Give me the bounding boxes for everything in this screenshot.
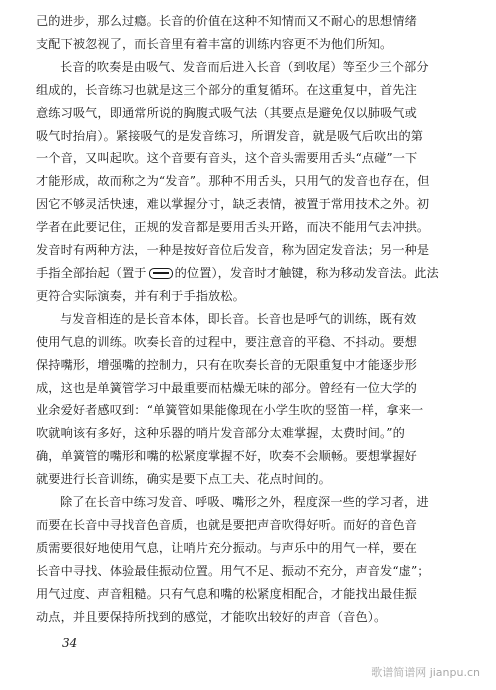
text-line: 动点，并且要保持所找到的感觉，才能吹出较好的声音（音色）。	[36, 609, 387, 624]
text-line: 除了在长音中练习发音、呼吸、嘴形之外，程度深一些的学习者，进	[60, 495, 429, 510]
document-page	[36, 10, 468, 628]
fingering-symbol-icon	[149, 268, 173, 279]
text-line: 用气过度、声音粗糙。只有气息和嘴的松紧度相配合，才能找出最佳振	[36, 586, 417, 601]
text-line: 才能形成，故而称之为“发音”。那种不用舌头，只用气的发音也存在，但	[36, 174, 430, 189]
text-fragment: 手指全部抬起（置于	[36, 265, 147, 280]
text-line: 与发音相连的是长音本体，即长音。长音也是呼气的训练，既有效	[60, 311, 417, 326]
text-line: 保持嘴形，增强嘴的控制力，只有在吹奏长音的无限重复中才能逐步形	[36, 357, 417, 372]
text-line: 一个音，又叫起吹。这个音要有音头，这个音头需要用舌头“点碰”一下	[36, 151, 418, 166]
text-line: 支配下被忽视了，而长音里有着丰富的训练内容更不为他们所知。	[36, 36, 393, 51]
text-line: 意练习吸气，即通常所说的胸腹式吸气法（其要点是避免仅以肺吸气或	[36, 105, 417, 120]
text-line: 吹就响该有多好，这种乐器的哨片发音部分太难掌握，太费时间。”的	[36, 426, 405, 441]
text-line: 成，这也是单簧管学习中最重要而枯燥无味的部分。曾经有一位大学的	[36, 380, 417, 395]
text-line: 己的进步，那么过瘾。长音的价值在这种不知情而又不耐心的思想情绪	[36, 14, 417, 28]
text-line: 更符合实际演奏，并有利于手指放松。	[36, 288, 245, 303]
text-line: 业余爱好者感叹到：“单簧管如果能像现在小学生吹的竖笛一样，拿来一	[36, 403, 424, 418]
text-line: 发音时有两种方法，一种是按好音位后发音，称为固定发音法；另一种是	[36, 243, 430, 258]
text-line: 吸气时抬肩）。紧接吸气的是发音练习，所谓发音，就是吸气后吹出的第	[36, 128, 424, 143]
paragraph-4	[36, 491, 468, 628]
text-line: 确，单簧管的嘴形和嘴的松紧度掌握不好，吹奏不会顺畅。要想掌握好	[36, 449, 417, 464]
text-line: 就要进行长音训练，确实是要下点工夫、花点时间的。	[36, 472, 331, 487]
page-number: 34	[62, 636, 78, 650]
text-line: 因它不够灵活快速，难以掌握分寸，缺乏表情，被置于常用技术之外。初	[36, 197, 430, 212]
paragraph-1	[36, 10, 468, 56]
paragraph-2	[36, 56, 468, 308]
text-line: 长音中寻找、体验最佳振动位置。用气不足、振动不充分，声音发“虚”；	[36, 563, 430, 578]
paragraph-3	[36, 308, 468, 491]
text-line: 质需要很好地使用气息，让哨片充分振动。与声乐中的用气一样，要在	[36, 540, 417, 555]
text-line	[36, 262, 468, 285]
text-line: 而要在长音中寻找音色音质，也就是要把声音吹得好听。而好的音色音	[36, 517, 417, 532]
text-line: 组成的，长音练习也就是这三个部分的重复循环。在这重复中，首先注	[36, 82, 417, 97]
text-line: 长音的吹奏是由吸气、发音而后进入长音（到收尾）等至少三个部分	[60, 59, 429, 74]
text-line: 学者在此要记住，正规的发音都是要用舌头开路，而决不能用气去冲拱。	[36, 220, 430, 235]
watermark: 歌谱简谱网 jianpu.cn	[371, 666, 480, 679]
text-line: 使用气息的训练。吹奏长音的过程中，要注意音的平稳、不抖动。要想	[36, 334, 417, 349]
text-fragment: 的位置），发音时才触键，称为移动发音法。此法	[174, 265, 439, 280]
